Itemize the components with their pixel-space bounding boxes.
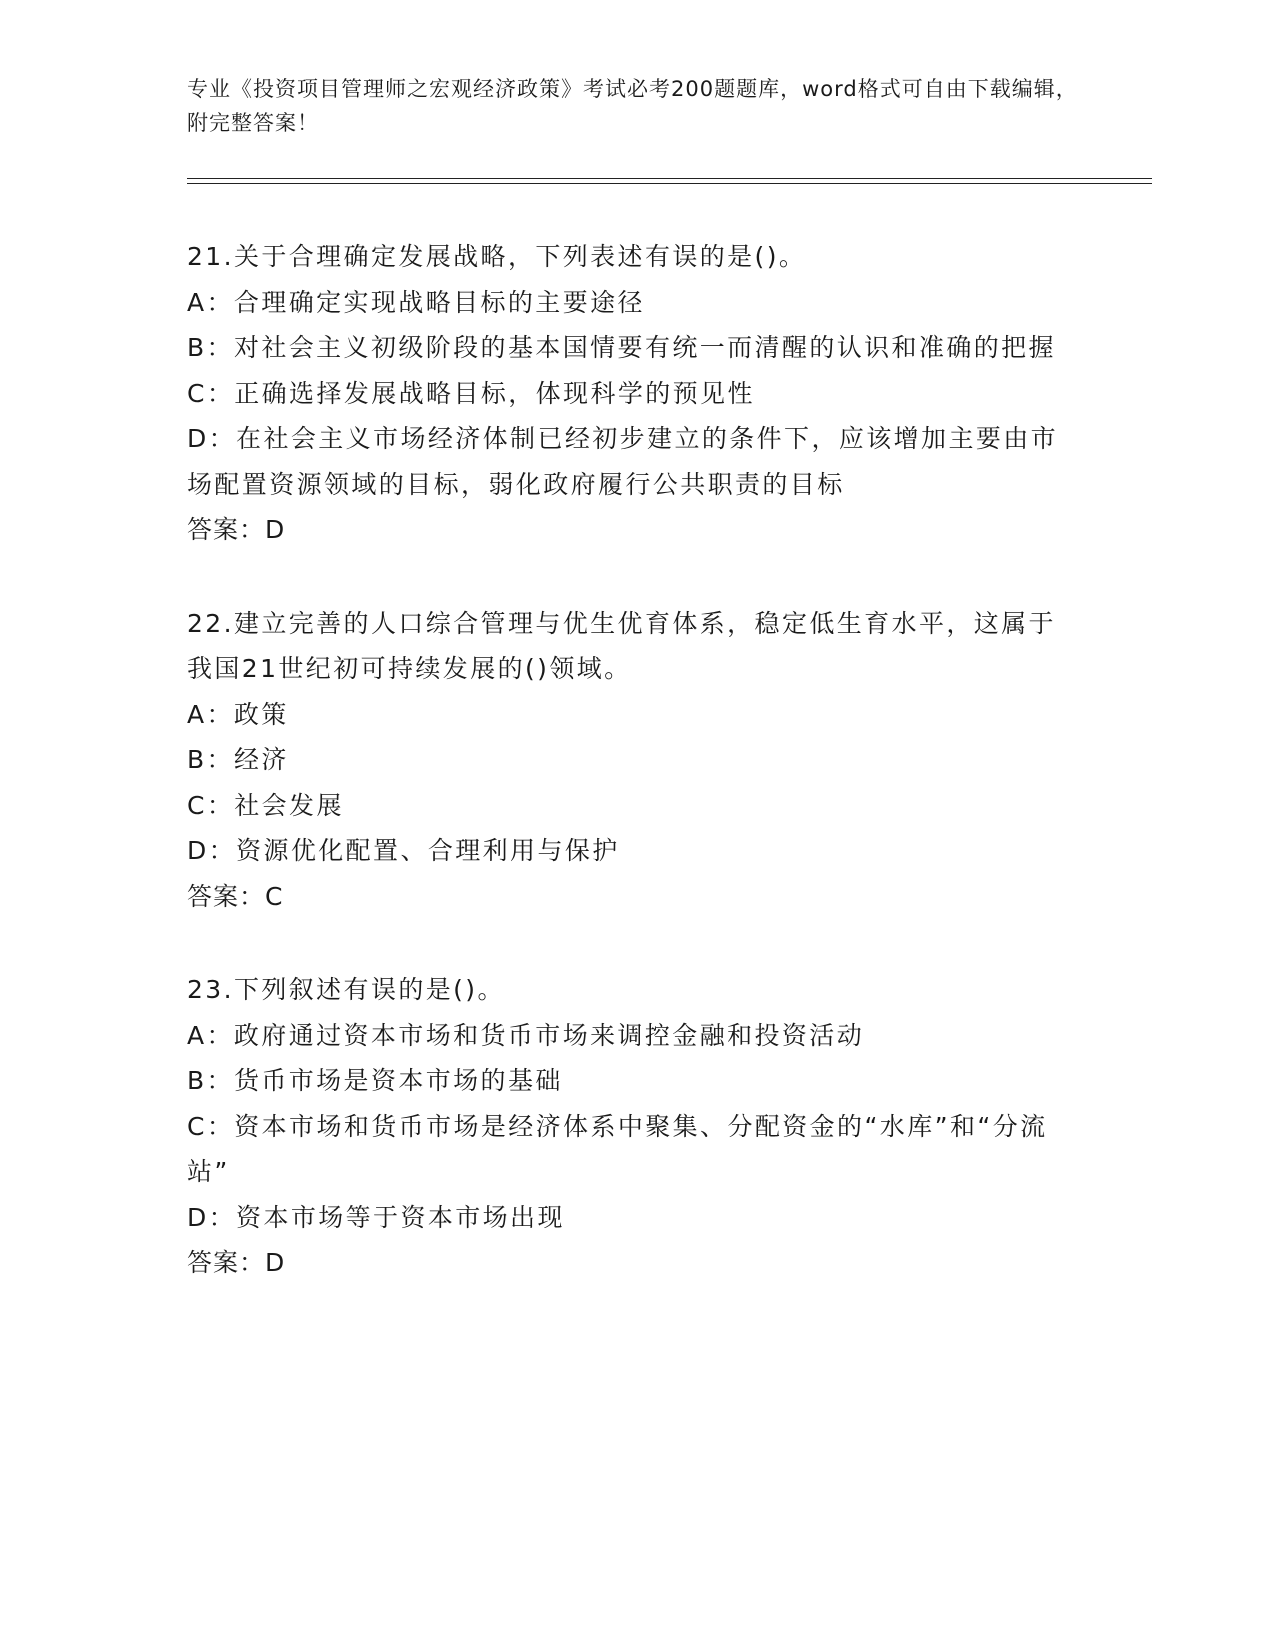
question-stem: 21.关于合理确定发展战略，下列表述有误的是()。 xyxy=(187,242,807,271)
question-21 xyxy=(187,234,1077,553)
option-d: D：在社会主义市场经济体制已经初步建立的条件下，应该增加主要由市场配置资源领域的目标，弱化政府履行公共职责的目标 xyxy=(187,424,1059,499)
question-stem: 23.下列叙述有误的是()。 xyxy=(187,975,505,1004)
option-a: A：政策 xyxy=(187,699,289,729)
answer-label: 答案：C xyxy=(187,881,284,911)
option-d: D：资本市场等于资本市场出现 xyxy=(187,1202,565,1232)
question-list xyxy=(187,234,1077,1334)
answer-label: 答案：D xyxy=(187,515,286,544)
option-c: C：资本市场和货币市场是经济体系中聚集、分配资金的“水库”和“分流站” xyxy=(187,1111,1048,1186)
question-23 xyxy=(187,967,1077,1286)
option-b: B：对社会主义初级阶段的基本国情要有统一而清醒的认识和准确的把握 xyxy=(187,333,1056,362)
header-divider-bottom xyxy=(187,183,1152,184)
answer-label: 答案：D xyxy=(187,1248,286,1277)
option-a: A：政府通过资本市场和货币市场来调控金融和投资活动 xyxy=(187,1020,865,1050)
option-d: D：资源优化配置、合理利用与保护 xyxy=(187,836,620,865)
question-stem: 22.建立完善的人口综合管理与优生优育体系，稳定低生育水平，这属于我国21世纪初可持续发展的()领域。 xyxy=(187,608,1056,683)
option-a: A：合理确定实现战略目标的主要途径 xyxy=(187,287,645,317)
header-divider-top xyxy=(187,178,1152,179)
option-c: C：正确选择发展战略目标，体现科学的预见性 xyxy=(187,378,755,408)
option-c: C：社会发展 xyxy=(187,790,344,820)
question-22 xyxy=(187,601,1077,920)
document-header-title: 专业《投资项目管理师之宏观经济政策》考试必考200题题库，word格式可自由下载编辑，附完整答案！ xyxy=(187,77,1078,135)
option-b: B：货币市场是资本市场的基础 xyxy=(187,1066,563,1095)
option-b: B：经济 xyxy=(187,745,289,774)
